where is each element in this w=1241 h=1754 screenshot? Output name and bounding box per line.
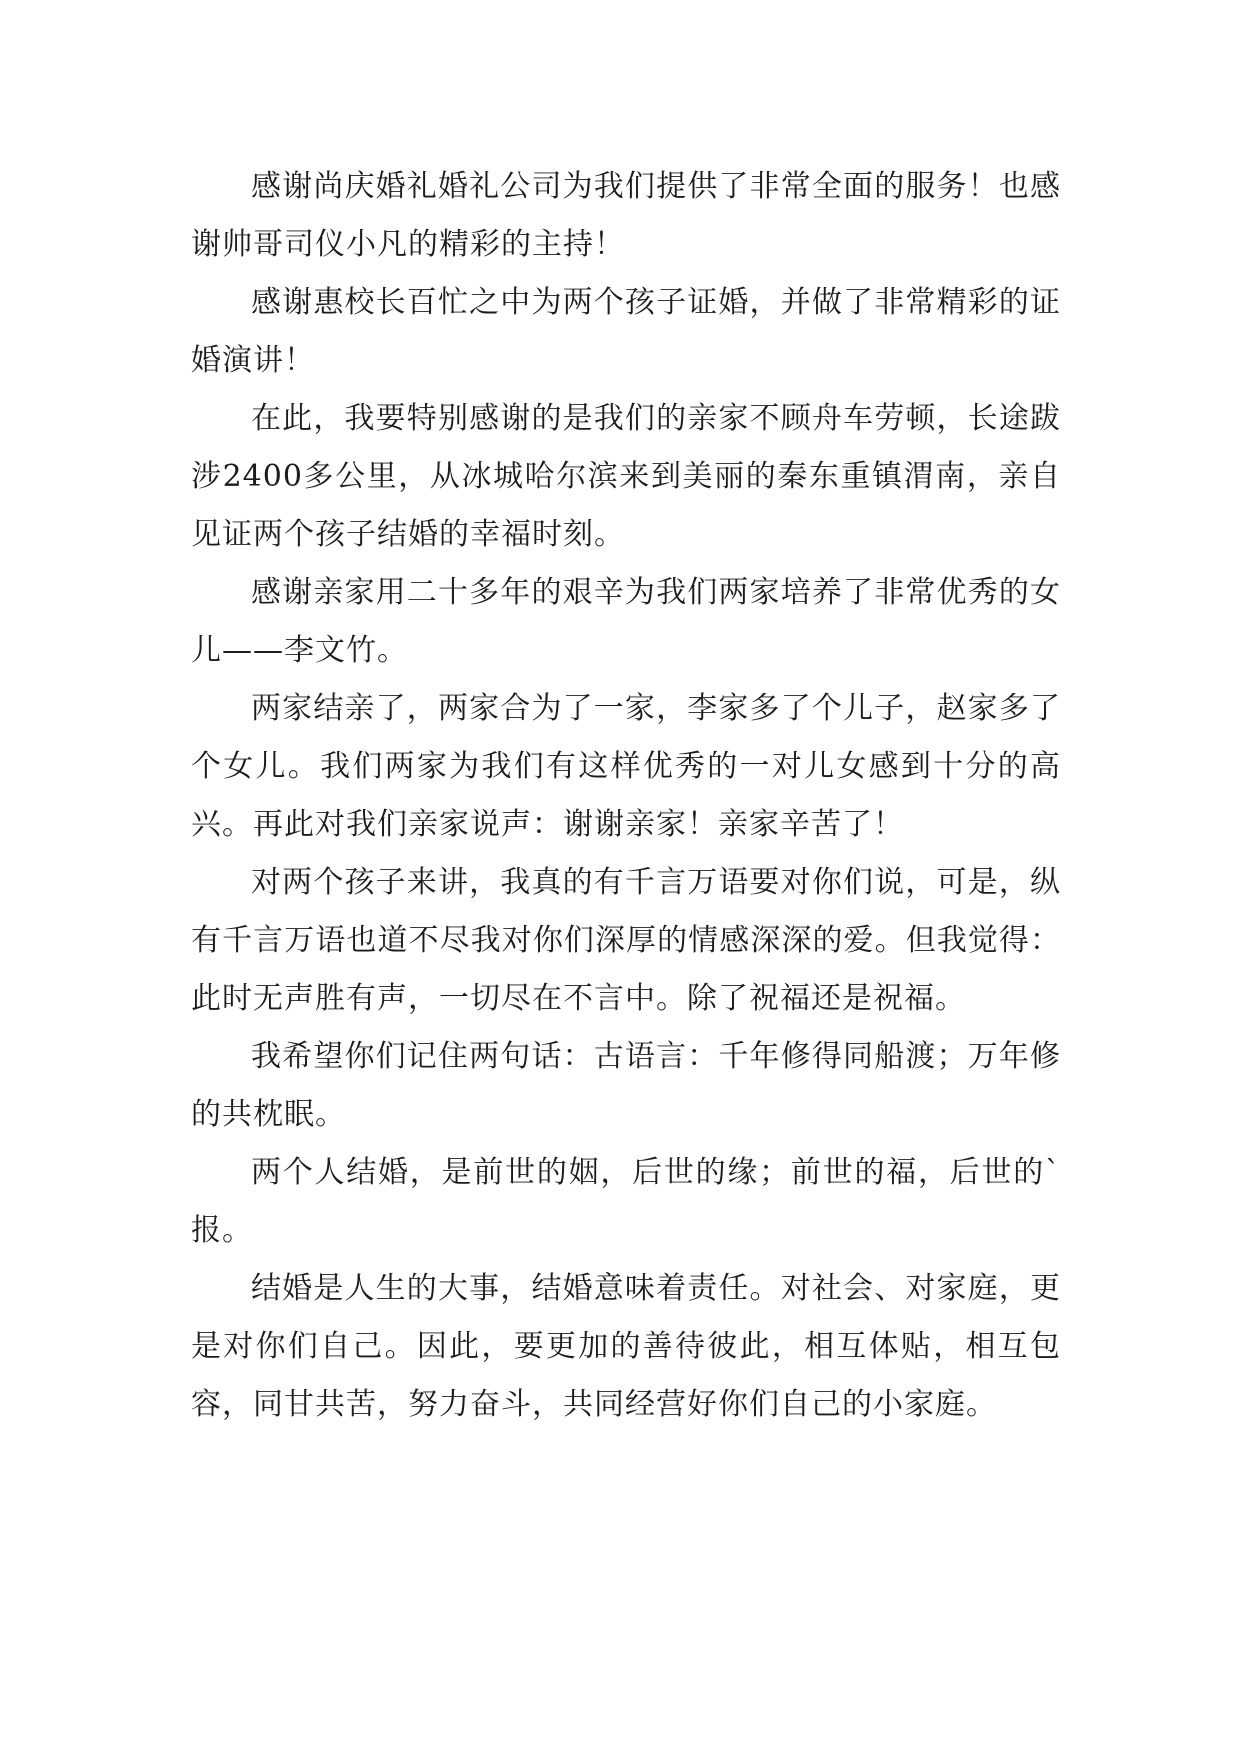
- paragraph: 感谢尚庆婚礼婚礼公司为我们提供了非常全面的服务！也感谢帅哥司仪小凡的精彩的主持！: [191, 169, 1061, 262]
- paragraph: 我希望你们记住两句话：古语言：千年修得同船渡；万年修的共枕眠。: [191, 1039, 1061, 1132]
- paragraph: 结婚是人生的大事，结婚意味着责任。对社会、对家庭，更是对你们自己。因此，要更加的善待彼此，相互体贴，相互包容，同甘共苦，努力奋斗，共同经营好你们自己的小家庭。: [191, 1271, 1061, 1422]
- paragraph: 感谢亲家用二十多年的艰辛为我们两家培养了非常优秀的女儿——李文竹。: [191, 575, 1061, 668]
- paragraph: 两家结亲了，两家合为了一家，李家多了个儿子，赵家多了个女儿。我们两家为我们有这样优秀的一对儿女感到十分的高兴。再此对我们亲家说声：谢谢亲家！亲家辛苦了！: [191, 691, 1061, 842]
- paragraph: 感谢惠校长百忙之中为两个孩子证婚，并做了非常精彩的证婚演讲！: [191, 285, 1061, 378]
- paragraph: 在此，我要特别感谢的是我们的亲家不顾舟车劳顿，长途跋涉2400多公里，从冰城哈尔滨来到美丽的秦东重镇渭南，亲自见证两个孩子结婚的幸福时刻。: [191, 401, 1061, 552]
- paragraph: 对两个孩子来讲，我真的有千言万语要对你们说，可是，纵有千言万语也道不尽我对你们深厚的情感深深的爱。但我觉得：此时无声胜有声，一切尽在不言中。除了祝福还是祝福。: [191, 865, 1061, 1016]
- document-body: [191, 158, 1061, 1434]
- paragraph: 两个人结婚，是前世的姻，后世的缘；前世的福，后世的`报。: [191, 1155, 1061, 1248]
